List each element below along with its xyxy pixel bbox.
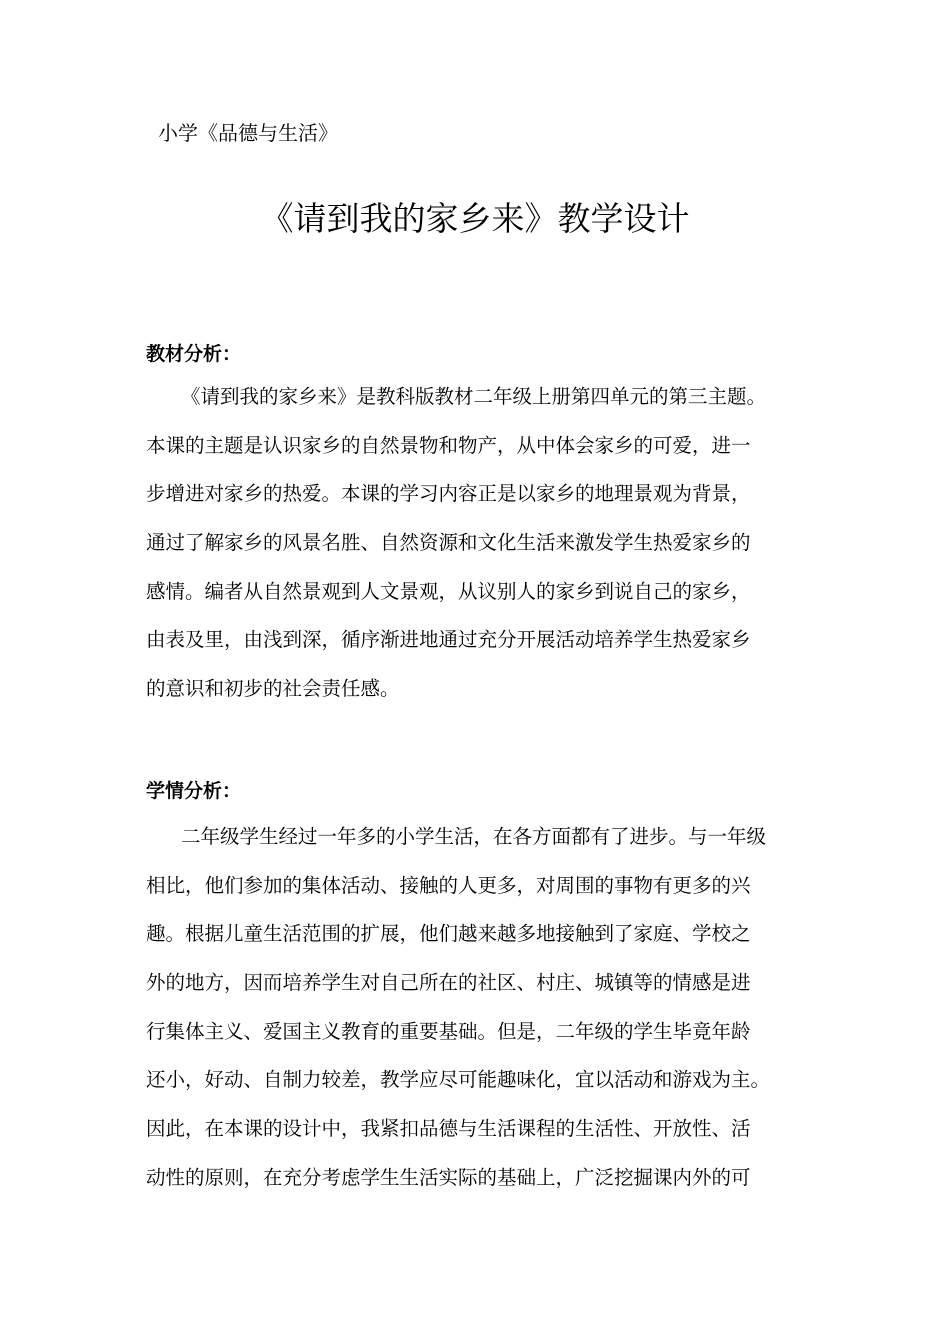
paragraph-line: 通过了解家乡的风景名胜、自然资源和文化生活来激发学生热爱家乡的 [146, 531, 751, 555]
paragraph-line: 动性的原则，在充分考虑学生生活实际的基础上，广泛挖掘课内外的可 [146, 1165, 751, 1189]
document-title: 《请到我的家乡来》教学设计 [260, 199, 690, 238]
paragraph-line: 外的地方，因而培养学生对自己所在的社区、村庄、城镇等的情感是进 [146, 971, 751, 995]
section-heading-textbook-analysis: 教材分析： [146, 343, 242, 365]
paragraph-line: 趣。根据儿童生活范围的扩展，他们越来越多地接触到了家庭、学校之 [146, 922, 751, 946]
paragraph-line: 二年级学生经过一年多的小学生活，在各方面都有了进步。与一年级 [181, 825, 767, 848]
paragraph-line: 的意识和初步的社会责任感。 [146, 677, 400, 701]
paragraph-line: 步增进对家乡的热爱。本课的学习内容正是以家乡的地理景观为背景， [146, 482, 751, 506]
paragraph-line: 相比，他们参加的集体活动、接触的人更多，对周围的事物有更多的兴 [146, 873, 751, 897]
paragraph-line: 行集体主义、爱国主义教育的重要基础。但是，二年级的学生毕竟年龄 [146, 1019, 751, 1043]
paragraph-line: 因此，在本课的设计中，我紧扣品德与生活课程的生活性、开放性、活 [146, 1117, 751, 1141]
paragraph-line: 本课的主题是认识家乡的自然景物和物产，从中体会家乡的可爱，进一 [146, 433, 751, 457]
paragraph-line: 感情。编者从自然景观到人文景观，从议别人的家乡到说自己的家乡， [146, 579, 751, 603]
subject-label: 小学《品德与生活》 [158, 121, 338, 145]
paragraph-line: 《请到我的家乡来》是教科版教材二年级上册第四单元的第三主题。 [181, 385, 767, 408]
section-body-textbook-analysis [146, 382, 826, 723]
section-heading-student-analysis: 学情分析： [146, 780, 242, 802]
section-body-student-analysis [146, 822, 826, 1212]
paragraph-line: 由表及里，由浅到深，循序渐进地通过充分开展活动培养学生热爱家乡 [146, 628, 751, 652]
paragraph-line: 还小，好动、自制力较差，教学应尽可能趣味化，宜以活动和游戏为主。 [146, 1068, 771, 1092]
